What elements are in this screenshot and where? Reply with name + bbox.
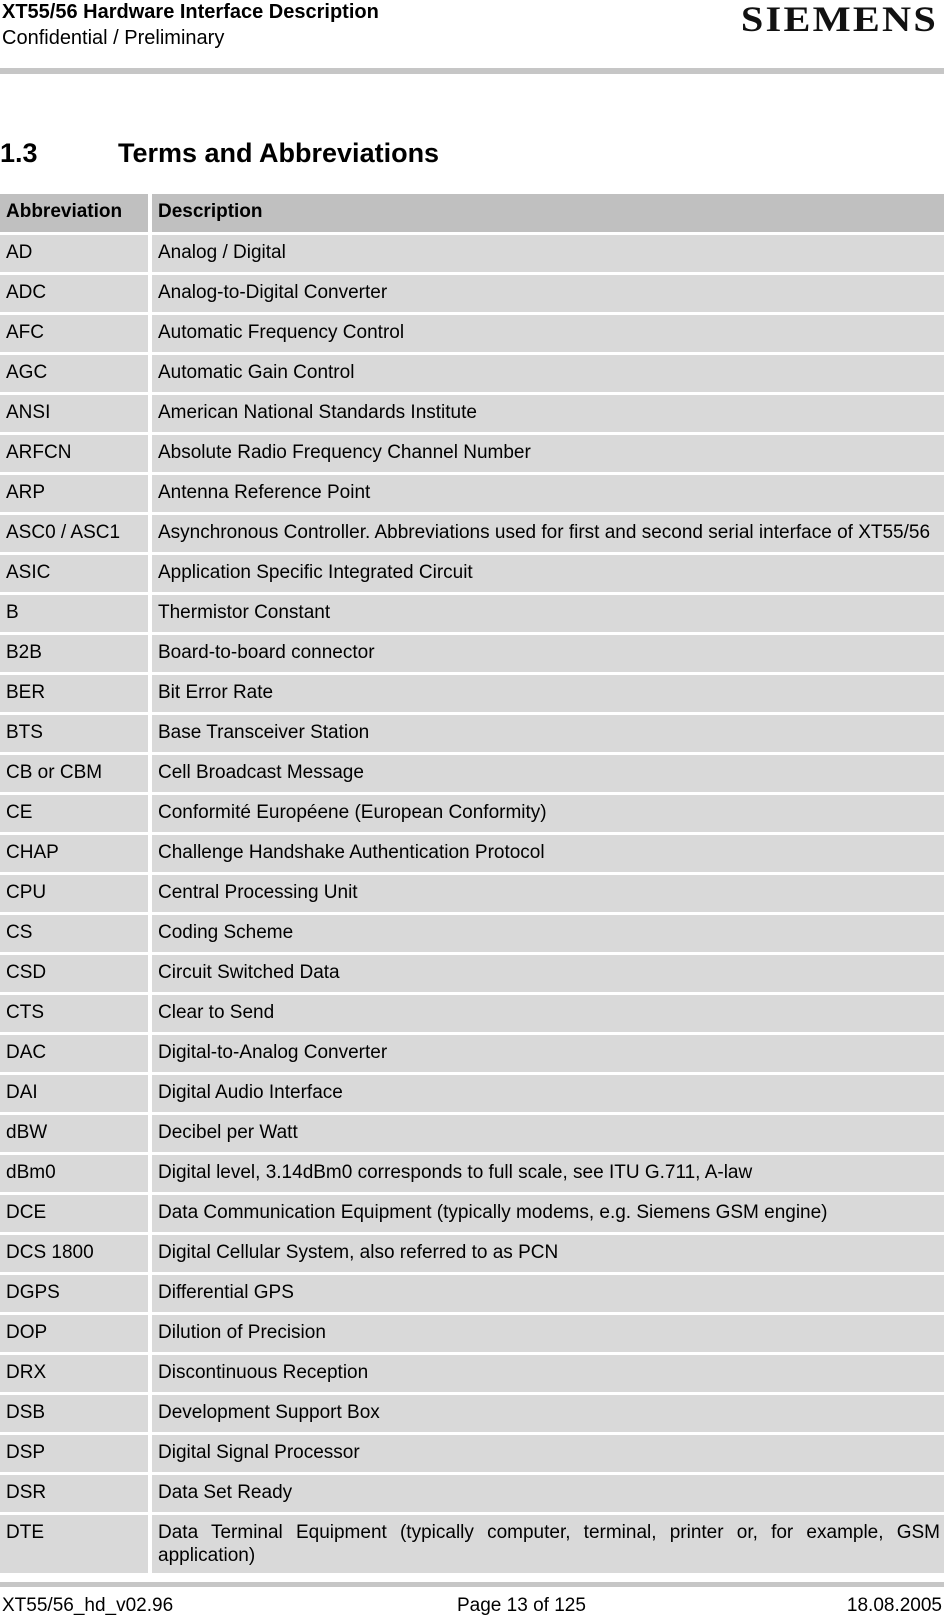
description-cell: Analog / Digital — [152, 235, 944, 275]
abbreviation-cell: DSB — [0, 1395, 152, 1435]
abbreviation-cell: DAC — [0, 1035, 152, 1075]
abbreviation-cell: AFC — [0, 315, 152, 355]
table-row — [0, 235, 944, 275]
abbreviation-cell: dBm0 — [0, 1155, 152, 1195]
table-row — [0, 1195, 944, 1235]
table-row — [0, 355, 944, 395]
description-cell: Data Terminal Equipment (typically computer, terminal, printer or, for example, GSM application) — [152, 1515, 944, 1576]
description-cell: Bit Error Rate — [152, 675, 944, 715]
table-header-row — [0, 194, 944, 235]
abbreviation-cell: CPU — [0, 875, 152, 915]
abbreviation-cell: CSD — [0, 955, 152, 995]
abbreviation-cell: CE — [0, 795, 152, 835]
abbreviation-cell: DRX — [0, 1355, 152, 1395]
page-header — [0, 0, 944, 72]
description-cell: Development Support Box — [152, 1395, 944, 1435]
table-row — [0, 1155, 944, 1195]
abbreviation-cell: ASC0 / ASC1 — [0, 515, 152, 555]
description-cell: Base Transceiver Station — [152, 715, 944, 755]
abbreviation-cell: ASIC — [0, 555, 152, 595]
abbreviation-cell: ADC — [0, 275, 152, 315]
table-row — [0, 435, 944, 475]
abbreviation-cell: dBW — [0, 1115, 152, 1155]
description-cell: Digital Signal Processor — [152, 1435, 944, 1475]
description-cell: Circuit Switched Data — [152, 955, 944, 995]
description-cell: Antenna Reference Point — [152, 475, 944, 515]
table-row — [0, 395, 944, 435]
abbreviation-cell: AD — [0, 235, 152, 275]
abbreviation-cell: ANSI — [0, 395, 152, 435]
table-row — [0, 1315, 944, 1355]
section-title: Terms and Abbreviations — [118, 138, 440, 168]
description-cell: Discontinuous Reception — [152, 1355, 944, 1395]
table-row — [0, 1235, 944, 1275]
description-cell: Digital level, 3.14dBm0 corresponds to full scale, see ITU G.711, A-law — [152, 1155, 944, 1195]
abbreviation-cell: BTS — [0, 715, 152, 755]
description-cell: Central Processing Unit — [152, 875, 944, 915]
section-number: 1.3 — [0, 138, 38, 168]
table-row — [0, 1275, 944, 1315]
abbreviation-cell: CB or CBM — [0, 755, 152, 795]
footer-page-number: Page 13 of 125 — [457, 1595, 586, 1616]
abbreviation-cell: BER — [0, 675, 152, 715]
abbreviation-cell: DOP — [0, 1315, 152, 1355]
description-cell: Digital-to-Analog Converter — [152, 1035, 944, 1075]
table-row — [0, 715, 944, 755]
description-cell: Analog-to-Digital Converter — [152, 275, 944, 315]
table-row — [0, 555, 944, 595]
table-row — [0, 955, 944, 995]
description-cell: Digital Cellular System, also referred to as PCN — [152, 1235, 944, 1275]
table-row — [0, 795, 944, 835]
table-row — [0, 595, 944, 635]
description-cell: Clear to Send — [152, 995, 944, 1035]
abbreviation-cell: DAI — [0, 1075, 152, 1115]
table-row — [0, 315, 944, 355]
table-row — [0, 915, 944, 955]
abbreviation-cell: B — [0, 595, 152, 635]
abbreviation-cell: DGPS — [0, 1275, 152, 1315]
abbreviation-cell: DCS 1800 — [0, 1235, 152, 1275]
table-row — [0, 1075, 944, 1115]
document-title: XT55/56 Hardware Interface Description — [2, 1, 379, 23]
table-row — [0, 875, 944, 915]
abbreviation-cell: AGC — [0, 355, 152, 395]
description-cell: Data Communication Equipment (typically modems, e.g. Siemens GSM engine) — [152, 1195, 944, 1235]
table-row — [0, 1435, 944, 1475]
description-cell: Application Specific Integrated Circuit — [152, 555, 944, 595]
table-row — [0, 275, 944, 315]
description-cell: Data Set Ready — [152, 1475, 944, 1515]
table-row — [0, 675, 944, 715]
description-cell: Automatic Frequency Control — [152, 315, 944, 355]
table-row — [0, 835, 944, 875]
description-cell: Coding Scheme — [152, 915, 944, 955]
abbreviation-cell: DSP — [0, 1435, 152, 1475]
document-subtitle: Confidential / Preliminary — [2, 27, 225, 49]
description-cell: Decibel per Watt — [152, 1115, 944, 1155]
footer-doc-id: XT55/56_hd_v02.96 — [2, 1595, 174, 1616]
section-heading — [0, 138, 439, 169]
description-cell: Absolute Radio Frequency Channel Number — [152, 435, 944, 475]
abbreviation-cell: B2B — [0, 635, 152, 675]
abbreviation-cell: CTS — [0, 995, 152, 1035]
siemens-logo: SIEMENS — [740, 0, 938, 39]
abbreviation-cell: DCE — [0, 1195, 152, 1235]
table-row — [0, 1035, 944, 1075]
description-cell: Asynchronous Controller. Abbreviations used for first and second serial interface of XT55/56 — [152, 515, 944, 555]
table-row — [0, 1475, 944, 1515]
table-row — [0, 1115, 944, 1155]
column-header-abbreviation: Abbreviation — [0, 194, 152, 235]
table-row — [0, 635, 944, 675]
abbreviation-cell: CHAP — [0, 835, 152, 875]
table-row — [0, 995, 944, 1035]
abbreviations-table — [0, 194, 944, 1576]
description-cell: Digital Audio Interface — [152, 1075, 944, 1115]
abbreviation-cell: CS — [0, 915, 152, 955]
description-cell: American National Standards Institute — [152, 395, 944, 435]
footer-divider — [0, 1582, 944, 1587]
abbreviation-cell: ARP — [0, 475, 152, 515]
description-cell: Thermistor Constant — [152, 595, 944, 635]
abbreviation-cell: ARFCN — [0, 435, 152, 475]
description-cell: Board-to-board connector — [152, 635, 944, 675]
column-header-description: Description — [152, 194, 944, 235]
abbreviation-cell: DSR — [0, 1475, 152, 1515]
footer-date: 18.08.2005 — [846, 1595, 942, 1616]
description-cell: Cell Broadcast Message — [152, 755, 944, 795]
table-row — [0, 1515, 944, 1576]
table-row — [0, 515, 944, 555]
table-row — [0, 1395, 944, 1435]
header-divider — [0, 68, 944, 74]
description-cell: Conformité Européene (European Conformity) — [152, 795, 944, 835]
table-body — [0, 235, 944, 1576]
table-row — [0, 755, 944, 795]
abbreviation-cell: DTE — [0, 1515, 152, 1576]
description-cell: Differential GPS — [152, 1275, 944, 1315]
description-cell: Challenge Handshake Authentication Protocol — [152, 835, 944, 875]
table-row — [0, 475, 944, 515]
description-cell: Dilution of Precision — [152, 1315, 944, 1355]
description-cell: Automatic Gain Control — [152, 355, 944, 395]
table-row — [0, 1355, 944, 1395]
